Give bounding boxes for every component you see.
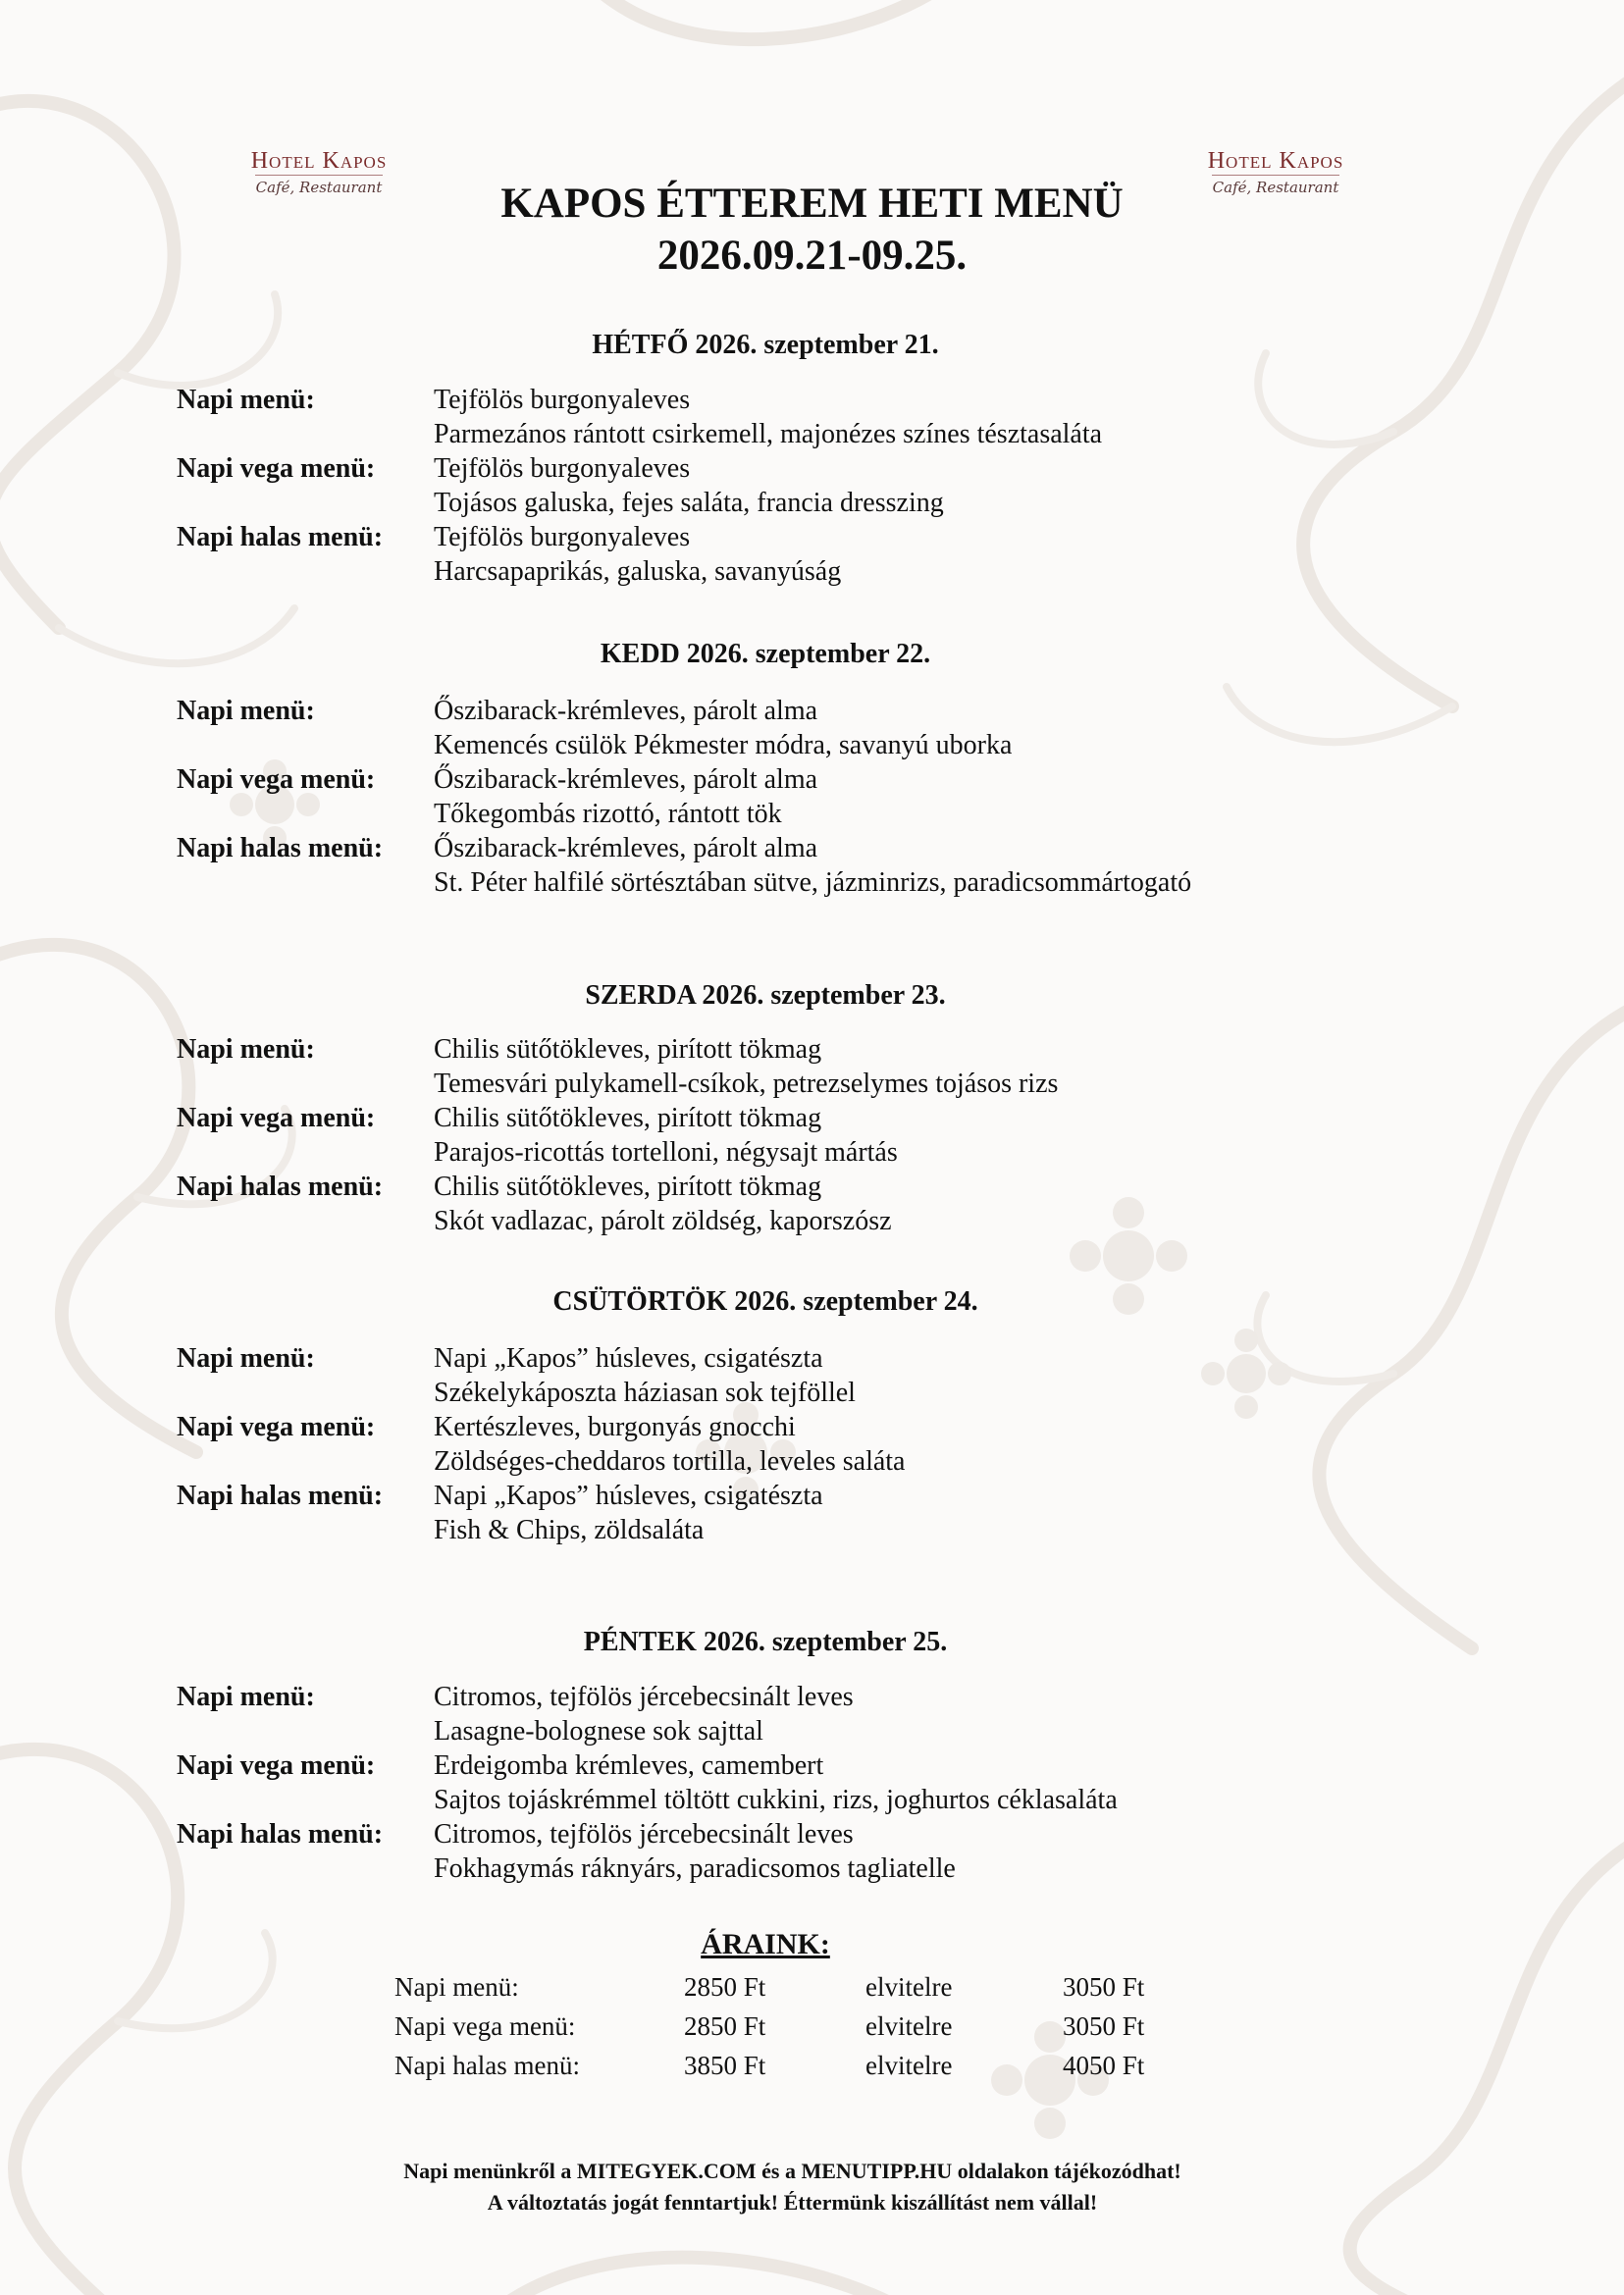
prices-heading: ÁRAINK: <box>701 1928 830 1960</box>
menu-dish: St. Péter halfilé sörtésztában sütve, jázminrizs, paradicsommártogató <box>434 867 1192 898</box>
menu-dish: Napi „Kapos” húsleves, csigatészta <box>434 1481 823 1511</box>
menu-label: Napi menü: <box>177 696 315 726</box>
menu-dish: Chilis sütőtökleves, pirított tökmag <box>434 1103 822 1133</box>
menu-label: Napi halas menü: <box>177 1481 384 1511</box>
logo-brand: Hotel Kapos <box>250 148 388 174</box>
menu-label: Napi halas menü: <box>177 1172 384 1202</box>
menu-dish: Parajos-ricottás tortelloni, négysajt mártás <box>434 1137 898 1168</box>
menu-dish: Őszibarack-krémleves, párolt alma <box>434 833 818 863</box>
menu-dish: Tőkegombás rizottó, rántott tök <box>434 799 782 829</box>
price-value: 2850 Ft <box>684 2011 766 2041</box>
logo-rule <box>1212 175 1339 176</box>
takeaway-label: elvitelre <box>865 1972 953 2002</box>
page-title: KAPOS ÉTTEREM HETI MENÜ <box>500 181 1124 227</box>
footer-info: Napi menünkről a MITEGYEK.COM és a MENUTIPP.HU oldalakon tájékozódhat! <box>403 2159 1181 2183</box>
logo-script: Café, Restaurant <box>255 179 383 196</box>
menu-label: Napi halas menü: <box>177 522 384 552</box>
takeaway-label: elvitelre <box>865 2051 953 2080</box>
day-heading: CSÜTÖRTÖK 2026. szeptember 24. <box>552 1286 978 1317</box>
footer-disclaimer: A változtatás jogát fenntartjuk! Éttermünk kiszállítást nem vállal! <box>487 2190 1098 2215</box>
menu-label: Napi vega menü: <box>177 1412 376 1442</box>
menu-dish: Chilis sütőtökleves, pirított tökmag <box>434 1034 822 1065</box>
menu-dish: Napi „Kapos” húsleves, csigatészta <box>434 1343 823 1374</box>
page-date-range: 2026.09.21-09.25. <box>656 233 968 279</box>
price-label: Napi vega menü: <box>394 2011 576 2041</box>
takeaway-price: 3050 Ft <box>1063 2011 1145 2041</box>
takeaway-price: 4050 Ft <box>1063 2051 1145 2080</box>
price-label: Napi halas menü: <box>394 2051 580 2080</box>
price-value: 3850 Ft <box>684 2051 766 2080</box>
menu-dish: Fish & Chips, zöldsaláta <box>434 1515 705 1545</box>
day-heading: KEDD 2026. szeptember 22. <box>600 639 931 669</box>
menu-label: Napi vega menü: <box>177 1750 376 1781</box>
menu-dish: Tejfölös burgonyaleves <box>434 385 691 415</box>
menu-label: Napi vega menü: <box>177 764 376 795</box>
menu-dish: Kertészleves, burgonyás gnocchi <box>434 1412 796 1442</box>
price-label: Napi menü: <box>394 1972 519 2002</box>
day-heading: PÉNTEK 2026. szeptember 25. <box>583 1627 948 1657</box>
menu-dish: Citromos, tejfölös jércebecsinált leves <box>434 1819 854 1850</box>
price-value: 2850 Ft <box>684 1972 766 2002</box>
menu-dish: Sajtos tojáskrémmel töltött cukkini, rizs, joghurtos céklasaláta <box>434 1785 1118 1815</box>
menu-dish: Erdeigomba krémleves, camembert <box>434 1750 824 1781</box>
logo-rule <box>255 175 383 176</box>
menu-dish: Zöldséges-cheddaros tortilla, leveles saláta <box>434 1446 906 1477</box>
menu-label: Napi halas menü: <box>177 1819 384 1850</box>
menu-dish: Őszibarack-krémleves, párolt alma <box>434 696 818 726</box>
menu-dish: Tejfölös burgonyaleves <box>434 453 691 484</box>
menu-dish: Tejfölös burgonyaleves <box>434 522 691 552</box>
menu-dish: Tojásos galuska, fejes saláta, francia dresszing <box>434 488 944 518</box>
menu-dish: Parmezános rántott csirkemell, majonézes színes tésztasaláta <box>434 419 1103 449</box>
takeaway-label: elvitelre <box>865 2011 953 2041</box>
menu-dish: Citromos, tejfölös jércebecsinált leves <box>434 1682 854 1712</box>
takeaway-price: 3050 Ft <box>1063 1972 1145 2002</box>
day-heading: SZERDA 2026. szeptember 23. <box>585 980 946 1011</box>
menu-dish: Temesvári pulykamell-csíkok, petrezselymes tojásos rizs <box>434 1069 1059 1099</box>
menu-dish: Lasagne-bolognese sok sajttal <box>434 1716 763 1747</box>
menu-label: Napi menü: <box>177 1682 315 1712</box>
menu-dish: Skót vadlazac, párolt zöldség, kaporszósz <box>434 1206 892 1236</box>
menu-dish: Chilis sütőtökleves, pirított tökmag <box>434 1172 822 1202</box>
menu-label: Napi halas menü: <box>177 833 384 863</box>
menu-dish: Kemencés csülök Pékmester módra, savanyú uborka <box>434 730 1013 760</box>
menu-label: Napi vega menü: <box>177 453 376 484</box>
logo-script: Café, Restaurant <box>1212 179 1339 196</box>
menu-label: Napi menü: <box>177 1343 315 1374</box>
menu-label: Napi vega menü: <box>177 1103 376 1133</box>
day-heading: HÉTFŐ 2026. szeptember 21. <box>592 330 939 360</box>
menu-dish: Harcsapaprikás, galuska, savanyúság <box>434 556 842 587</box>
menu-dish: Székelykáposzta háziasan sok tejföllel <box>434 1378 856 1408</box>
menu-label: Napi menü: <box>177 385 315 415</box>
logo-brand: Hotel Kapos <box>1207 148 1344 174</box>
menu-label: Napi menü: <box>177 1034 315 1065</box>
menu-dish: Őszibarack-krémleves, párolt alma <box>434 764 818 795</box>
menu-dish: Fokhagymás ráknyárs, paradicsomos tagliatelle <box>434 1853 956 1884</box>
